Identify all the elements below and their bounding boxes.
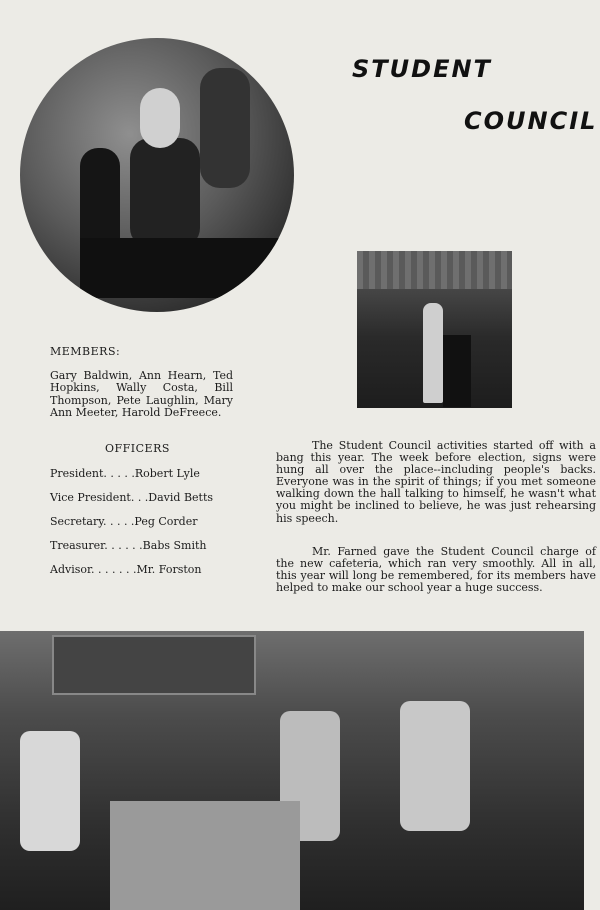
body-paragraph-1 bbox=[276, 440, 596, 525]
officer-treasurer: Treasurer. . . . . .Babs Smith bbox=[50, 539, 207, 552]
stage-speech-photo bbox=[357, 251, 512, 408]
officer-vice-president: Vice President. . .David Betts bbox=[50, 491, 214, 504]
officer-secretary: Secretary. . . . .Peg Corder bbox=[50, 515, 198, 528]
officers-label: OFFICERS bbox=[105, 442, 170, 455]
body-paragraph-2 bbox=[276, 546, 596, 594]
members-list: Gary Baldwin, Ann Hearn, Ted Hopkins, Wally Costa, Bill Thompson, Pete Laughlin, Mary Ann Meeter, Harold DeFreece. bbox=[50, 369, 233, 419]
council-group-photo bbox=[20, 38, 294, 312]
body-paragraph-1-text: The Student Council activities started off with a bang this year. The week before election, signs were hung all over the place--including people's backs. Everyone was in the spirit of things; if you met someone walking down the hall talking to himself, he wasn't what you might be inclined to believe, he was just rehearsing his speech. bbox=[276, 439, 596, 525]
stage-curtain bbox=[357, 251, 512, 289]
student-figure bbox=[400, 701, 470, 831]
classroom-photo bbox=[0, 631, 584, 910]
officer-president: President. . . . .Robert Lyle bbox=[50, 467, 200, 480]
members-label: MEMBERS: bbox=[50, 345, 121, 358]
student-figure bbox=[20, 731, 80, 851]
podium bbox=[443, 335, 471, 407]
title-line-council: COUNCIL bbox=[464, 107, 598, 135]
body-paragraph-2-text: Mr. Farned gave the Student Council charge of the new cafeteria, which ran very smoothly. All in all, this year will long be remembered, for its members have helped to make our school year a huge success. bbox=[276, 545, 596, 595]
speaker-figure bbox=[423, 303, 443, 403]
chalkboard bbox=[52, 635, 256, 695]
title-line-student: STUDENT bbox=[352, 55, 492, 83]
officer-advisor: Advisor. . . . . . .Mr. Forston bbox=[50, 563, 202, 576]
desk bbox=[110, 801, 300, 910]
